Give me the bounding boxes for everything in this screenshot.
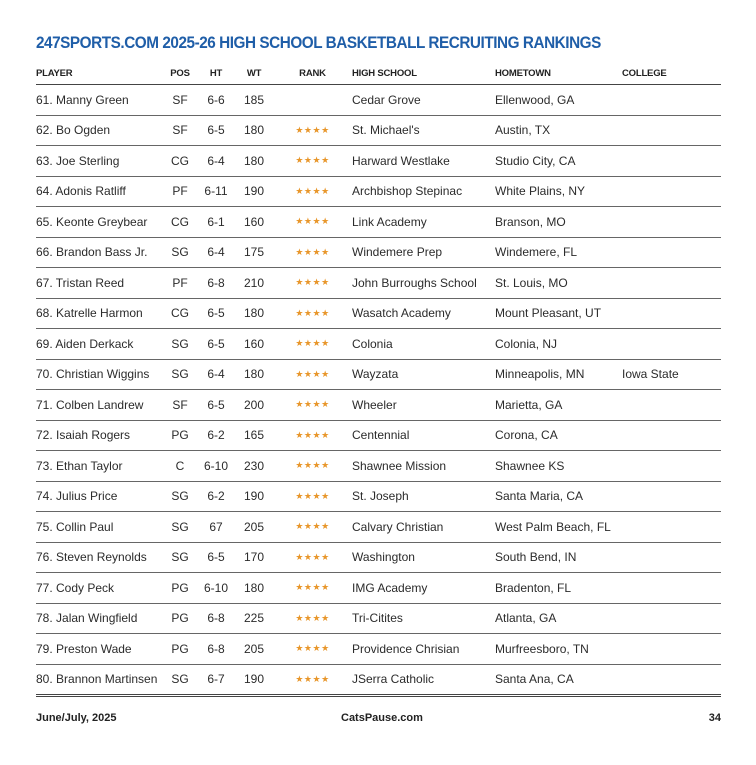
position-cell: CG: [163, 207, 197, 238]
player-cell: 68. Katrelle Harmon: [36, 298, 163, 329]
weight-cell: 170: [235, 542, 273, 573]
rank-stars: ★★★★: [273, 634, 352, 665]
footer-site: CatsPause.com: [341, 712, 423, 724]
position-cell: PG: [163, 603, 197, 634]
player-cell: 77. Cody Peck: [36, 573, 163, 604]
table-row: [36, 115, 721, 146]
position-cell: SF: [163, 115, 197, 146]
player-cell: 71. Colben Landrew: [36, 390, 163, 421]
player-cell: 76. Steven Reynolds: [36, 542, 163, 573]
player-cell: 66. Brandon Bass Jr.: [36, 237, 163, 268]
rank-stars: ★★★★: [273, 481, 352, 512]
rank-stars: ★★★★: [273, 390, 352, 421]
weight-cell: 225: [235, 603, 273, 634]
player-cell: 79. Preston Wade: [36, 634, 163, 665]
table-row: [36, 542, 721, 573]
table-row: [36, 85, 721, 116]
height-cell: 6-5: [197, 298, 235, 329]
height-cell: 6-4: [197, 237, 235, 268]
table-row: [36, 237, 721, 268]
rank-stars: ★★★★: [273, 268, 352, 299]
college-cell: [622, 85, 721, 116]
table-row: [36, 420, 721, 451]
player-cell: 64. Adonis Ratliff: [36, 176, 163, 207]
college-cell: [622, 634, 721, 665]
weight-cell: 205: [235, 512, 273, 543]
table-row: [36, 298, 721, 329]
col-header-pos: POS: [163, 62, 197, 85]
col-header-wt: WT: [235, 62, 273, 85]
page-number: 34: [708, 712, 721, 724]
weight-cell: 180: [235, 359, 273, 390]
position-cell: SG: [163, 329, 197, 360]
weight-cell: 190: [235, 176, 273, 207]
hometown-cell: Studio City, CA: [495, 146, 622, 177]
col-header-high-school: HIGH SCHOOL: [352, 62, 495, 85]
high-school-cell: Calvary Christian: [352, 512, 495, 543]
footer-date: June/July, 2025: [36, 712, 117, 724]
height-cell: 6-6: [197, 85, 235, 116]
hometown-cell: Colonia, NJ: [495, 329, 622, 360]
height-cell: 6-5: [197, 390, 235, 421]
position-cell: PG: [163, 634, 197, 665]
hometown-cell: Santa Ana, CA: [495, 664, 622, 696]
player-cell: 72. Isaiah Rogers: [36, 420, 163, 451]
hometown-cell: Shawnee KS: [495, 451, 622, 482]
rank-stars: ★★★★: [273, 451, 352, 482]
height-cell: 6-8: [197, 634, 235, 665]
position-cell: C: [163, 451, 197, 482]
hometown-cell: Austin, TX: [495, 115, 622, 146]
position-cell: SG: [163, 512, 197, 543]
player-cell: 67. Tristan Reed: [36, 268, 163, 299]
college-cell: [622, 603, 721, 634]
high-school-cell: Harward Westlake: [352, 146, 495, 177]
rank-stars: ★★★★: [273, 146, 352, 177]
rank-stars: ★★★★: [273, 237, 352, 268]
height-cell: 6-10: [197, 451, 235, 482]
hometown-cell: Ellenwood, GA: [495, 85, 622, 116]
hometown-cell: Corona, CA: [495, 420, 622, 451]
hometown-cell: Windemere, FL: [495, 237, 622, 268]
college-cell: [622, 420, 721, 451]
position-cell: SG: [163, 481, 197, 512]
col-header-player: PLAYER: [36, 62, 163, 85]
rank-stars: ★★★★: [273, 542, 352, 573]
rank-stars: ★★★★: [273, 359, 352, 390]
high-school-cell: IMG Academy: [352, 573, 495, 604]
table-row: [36, 664, 721, 696]
hometown-cell: St. Louis, MO: [495, 268, 622, 299]
position-cell: PF: [163, 268, 197, 299]
weight-cell: 230: [235, 451, 273, 482]
high-school-cell: Archbishop Stepinac: [352, 176, 495, 207]
weight-cell: 190: [235, 481, 273, 512]
hometown-cell: Murfreesboro, TN: [495, 634, 622, 665]
weight-cell: 165: [235, 420, 273, 451]
rank-stars: ★★★★: [273, 512, 352, 543]
table-row: [36, 359, 721, 390]
high-school-cell: Wasatch Academy: [352, 298, 495, 329]
high-school-cell: Centennial: [352, 420, 495, 451]
player-cell: 73. Ethan Taylor: [36, 451, 163, 482]
player-cell: 65. Keonte Greybear: [36, 207, 163, 238]
table-row: [36, 268, 721, 299]
position-cell: SG: [163, 359, 197, 390]
rank-stars: ★★★★: [273, 176, 352, 207]
high-school-cell: Tri-Citites: [352, 603, 495, 634]
table-row: [36, 634, 721, 665]
col-header-rank: RANK: [273, 62, 352, 85]
high-school-cell: Colonia: [352, 329, 495, 360]
hometown-cell: Atlanta, GA: [495, 603, 622, 634]
college-cell: [622, 329, 721, 360]
height-cell: 6-5: [197, 329, 235, 360]
college-cell: [622, 298, 721, 329]
player-cell: 80. Brannon Martinsen: [36, 664, 163, 696]
rank-stars: ★★★★: [273, 298, 352, 329]
height-cell: 67: [197, 512, 235, 543]
player-cell: 61. Manny Green: [36, 85, 163, 116]
high-school-cell: JSerra Catholic: [352, 664, 495, 696]
height-cell: 6-8: [197, 268, 235, 299]
weight-cell: 180: [235, 298, 273, 329]
col-header-hometown: HOMETOWN: [495, 62, 622, 85]
table-row: [36, 390, 721, 421]
college-cell: [622, 390, 721, 421]
table-row: [36, 512, 721, 543]
position-cell: CG: [163, 146, 197, 177]
rank-stars: ★★★★: [273, 420, 352, 451]
high-school-cell: Wayzata: [352, 359, 495, 390]
table-row: [36, 176, 721, 207]
hometown-cell: Minneapolis, MN: [495, 359, 622, 390]
high-school-cell: Wheeler: [352, 390, 495, 421]
high-school-cell: St. Michael's: [352, 115, 495, 146]
position-cell: PG: [163, 420, 197, 451]
height-cell: 6-2: [197, 420, 235, 451]
hometown-cell: West Palm Beach, FL: [495, 512, 622, 543]
player-cell: 78. Jalan Wingfield: [36, 603, 163, 634]
table-row: [36, 329, 721, 360]
college-cell: [622, 237, 721, 268]
college-cell: [622, 146, 721, 177]
high-school-cell: Link Academy: [352, 207, 495, 238]
table-header-row: [36, 62, 721, 85]
player-cell: 75. Collin Paul: [36, 512, 163, 543]
hometown-cell: South Bend, IN: [495, 542, 622, 573]
position-cell: SG: [163, 542, 197, 573]
hometown-cell: Mount Pleasant, UT: [495, 298, 622, 329]
weight-cell: 205: [235, 634, 273, 665]
weight-cell: 180: [235, 573, 273, 604]
position-cell: SF: [163, 85, 197, 116]
height-cell: 6-2: [197, 481, 235, 512]
height-cell: 6-5: [197, 115, 235, 146]
table-row: [36, 481, 721, 512]
height-cell: 6-11: [197, 176, 235, 207]
rank-stars: ★★★★: [273, 573, 352, 604]
college-cell: [622, 115, 721, 146]
rank-stars: ★★★★: [273, 207, 352, 238]
high-school-cell: John Burroughs School: [352, 268, 495, 299]
position-cell: SG: [163, 664, 197, 696]
position-cell: PG: [163, 573, 197, 604]
high-school-cell: Providence Chrisian: [352, 634, 495, 665]
position-cell: PF: [163, 176, 197, 207]
college-cell: [622, 573, 721, 604]
height-cell: 6-1: [197, 207, 235, 238]
college-cell: [622, 207, 721, 238]
height-cell: 6-4: [197, 146, 235, 177]
college-cell: Iowa State: [622, 359, 721, 390]
table-row: [36, 603, 721, 634]
player-cell: 74. Julius Price: [36, 481, 163, 512]
weight-cell: 160: [235, 329, 273, 360]
weight-cell: 180: [235, 146, 273, 177]
height-cell: 6-4: [197, 359, 235, 390]
player-cell: 62. Bo Ogden: [36, 115, 163, 146]
college-cell: [622, 268, 721, 299]
college-cell: [622, 664, 721, 696]
height-cell: 6-5: [197, 542, 235, 573]
height-cell: 6-10: [197, 573, 235, 604]
weight-cell: 185: [235, 85, 273, 116]
high-school-cell: Cedar Grove: [352, 85, 495, 116]
hometown-cell: Marietta, GA: [495, 390, 622, 421]
college-cell: [622, 176, 721, 207]
weight-cell: 190: [235, 664, 273, 696]
rank-stars: ★★★★: [273, 329, 352, 360]
table-row: [36, 207, 721, 238]
table-row: [36, 146, 721, 177]
height-cell: 6-7: [197, 664, 235, 696]
col-header-ht: HT: [197, 62, 235, 85]
high-school-cell: Windemere Prep: [352, 237, 495, 268]
rank-stars: ★★★★: [273, 664, 352, 696]
high-school-cell: Shawnee Mission: [352, 451, 495, 482]
player-cell: 70. Christian Wiggins: [36, 359, 163, 390]
weight-cell: 160: [235, 207, 273, 238]
table-row: [36, 573, 721, 604]
rank-stars: [273, 85, 352, 116]
college-cell: [622, 451, 721, 482]
weight-cell: 180: [235, 115, 273, 146]
player-cell: 63. Joe Sterling: [36, 146, 163, 177]
college-cell: [622, 481, 721, 512]
weight-cell: 200: [235, 390, 273, 421]
hometown-cell: Branson, MO: [495, 207, 622, 238]
college-cell: [622, 512, 721, 543]
position-cell: CG: [163, 298, 197, 329]
height-cell: 6-8: [197, 603, 235, 634]
table-row: [36, 451, 721, 482]
col-header-college: COLLEGE: [622, 62, 721, 85]
position-cell: SF: [163, 390, 197, 421]
high-school-cell: Washington: [352, 542, 495, 573]
college-cell: [622, 542, 721, 573]
rankings-table: [36, 62, 721, 697]
weight-cell: 210: [235, 268, 273, 299]
hometown-cell: Bradenton, FL: [495, 573, 622, 604]
page-title: 247SPORTS.COM 2025-26 HIGH SCHOOL BASKETBALL RECRUITING RANKINGS: [36, 33, 601, 52]
weight-cell: 175: [235, 237, 273, 268]
rank-stars: ★★★★: [273, 115, 352, 146]
player-cell: 69. Aiden Derkack: [36, 329, 163, 360]
hometown-cell: White Plains, NY: [495, 176, 622, 207]
high-school-cell: St. Joseph: [352, 481, 495, 512]
hometown-cell: Santa Maria, CA: [495, 481, 622, 512]
position-cell: SG: [163, 237, 197, 268]
rank-stars: ★★★★: [273, 603, 352, 634]
